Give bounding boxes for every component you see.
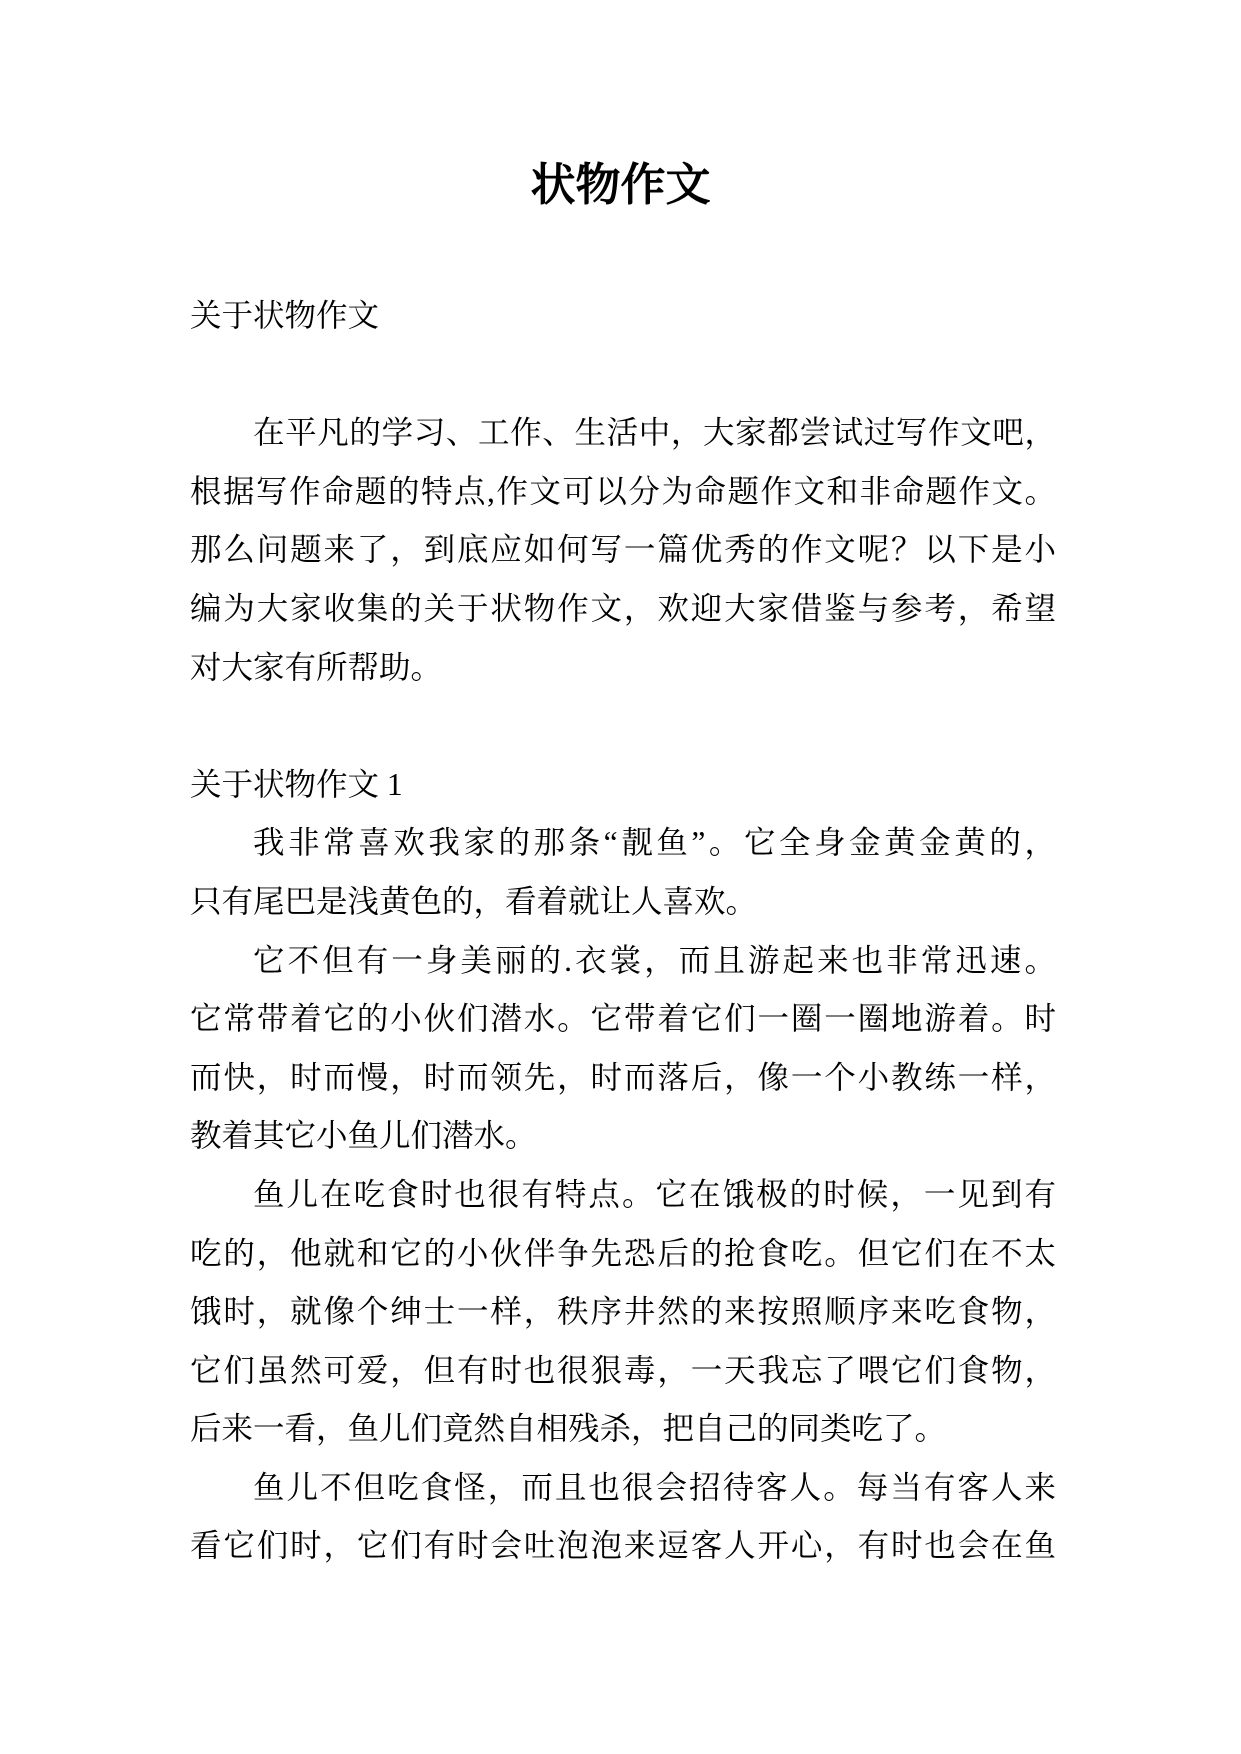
intro-paragraph — [190, 404, 1056, 697]
paragraph-line: 对大家有所帮助。 — [190, 649, 443, 685]
paragraph-line: 看它们时，它们有时会吐泡泡来逗客人开心，有时也会在鱼 — [190, 1528, 1056, 1564]
paragraph-line: 它常带着它的小伙们潜水。它带着它们一圈一圈地游着。时 — [190, 1001, 1056, 1037]
paragraph-line: 而快，时而慢，时而领先，时而落后，像一个小教练一样， — [190, 1059, 1056, 1095]
paragraph-line: 它们虽然可爱，但有时也很狠毒，一天我忘了喂它们食物， — [190, 1352, 1056, 1388]
paragraph — [190, 1166, 1056, 1459]
paragraph-line: 在平凡的学习、工作、生活中，大家都尝试过写作文吧， — [253, 415, 1056, 451]
paragraph-line: 那么问题来了，到底应如何写一篇优秀的作文呢？以下是小 — [190, 532, 1056, 568]
paragraph-line: 教着其它小鱼儿们潜水。 — [190, 1118, 537, 1154]
paragraph-line: 它不但有一身美丽的.衣裳，而且游起来也非常迅速。 — [253, 942, 1056, 978]
paragraph-line: 后来一看，鱼儿们竟然自相残杀，把自己的同类吃了。 — [190, 1411, 947, 1447]
section-heading: 关于状物作文 1 — [190, 766, 403, 802]
document-title: 状物作文 — [530, 160, 711, 210]
paragraph — [190, 814, 1056, 931]
paragraph-line: 饿时，就像个绅士一样，秩序井然的来按照顺序来吃食物， — [190, 1294, 1056, 1330]
intro-heading: 关于状物作文 — [190, 298, 380, 333]
paragraph-line: 鱼儿不但吃食怪，而且也很会招待客人。每当有客人来 — [253, 1469, 1056, 1505]
paragraph — [190, 932, 1056, 1166]
paragraph-line: 只有尾巴是浅黄色的，看着就让人喜欢。 — [190, 883, 758, 919]
paragraph-line: 编为大家收集的关于状物作文，欢迎大家借鉴与参考，希望 — [190, 590, 1056, 626]
document-body — [190, 287, 1056, 1576]
paragraph-line: 根据写作命题的特点,作文可以分为命题作文和非命题作文。 — [190, 473, 1056, 509]
paragraph-line: 我非常喜欢我家的那条“靓鱼”。它全身金黄金黄的， — [253, 825, 1056, 861]
paragraph-line: 鱼儿在吃食时也很有特点。它在饿极的时候，一见到有 — [253, 1176, 1056, 1212]
paragraph-line: 吃的，他就和它的小伙伴争先恐后的抢食吃。但它们在不太 — [190, 1235, 1056, 1271]
paragraph — [190, 1459, 1056, 1576]
